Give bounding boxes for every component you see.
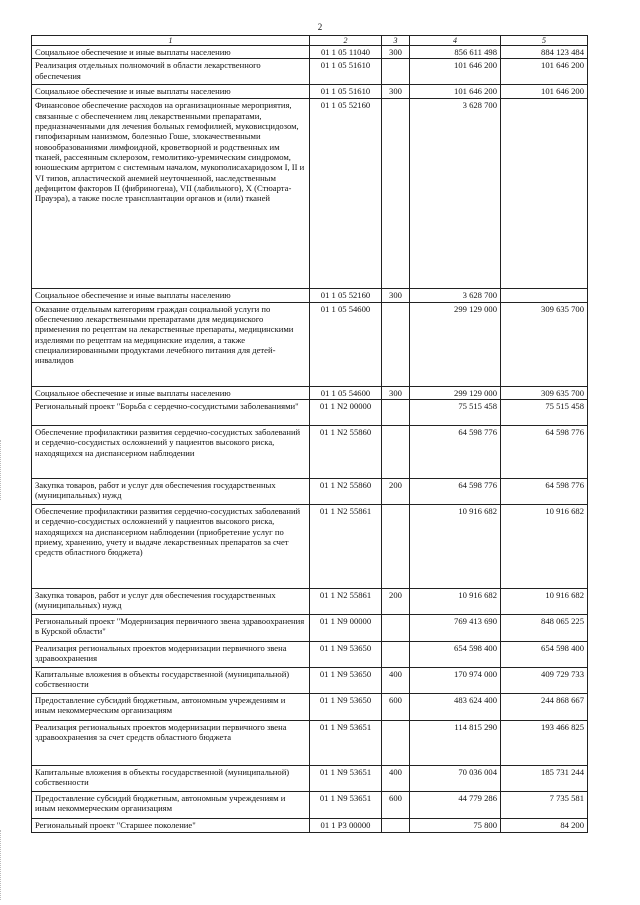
table-row xyxy=(32,99,588,289)
row-sum-2 xyxy=(501,99,588,289)
row-code: 01 1 05 11040 xyxy=(310,46,382,59)
row-sum-1: 769 413 690 xyxy=(410,614,501,641)
row-sum-2: 309 635 700 xyxy=(501,386,588,399)
row-code: 01 1 05 52160 xyxy=(310,289,382,302)
row-expense-type: 400 xyxy=(382,667,410,693)
row-code: 01 1 N9 53650 xyxy=(310,667,382,693)
row-expense-type: 200 xyxy=(382,478,410,504)
row-name: Капитальные вложения в объекты государственной (муниципальной) собственности xyxy=(32,765,310,791)
row-name: Обеспечение профилактики развития сердечно-сосудистых заболеваний и сердечно-сосудистых осложнений у пациентов высокого риска, находящихся на диспансерном наблюдении xyxy=(32,425,310,478)
table-row xyxy=(32,765,588,791)
row-sum-1: 64 598 776 xyxy=(410,478,501,504)
row-code: 01 1 N2 55860 xyxy=(310,425,382,478)
row-code: 01 1 05 51610 xyxy=(310,59,382,85)
row-name: Социальное обеспечение и иные выплаты населению xyxy=(32,85,310,99)
row-code: 01 1 N2 55861 xyxy=(310,588,382,614)
row-sum-2 xyxy=(501,289,588,302)
row-sum-1: 856 611 498 xyxy=(410,46,501,59)
table-row xyxy=(32,386,588,399)
row-sum-2: 84 200 xyxy=(501,818,588,832)
table-row xyxy=(32,478,588,504)
row-sum-1: 44 779 286 xyxy=(410,791,501,818)
row-sum-2: 10 916 682 xyxy=(501,504,588,588)
table-row xyxy=(32,302,588,386)
row-code: 01 1 N9 53651 xyxy=(310,720,382,765)
row-sum-2: 409 729 733 xyxy=(501,667,588,693)
table-row xyxy=(32,818,588,832)
row-code: 01 1 N9 53650 xyxy=(310,641,382,667)
row-sum-1: 3 628 700 xyxy=(410,99,501,289)
row-name: Социальное обеспечение и иные выплаты населению xyxy=(32,289,310,302)
row-sum-2: 244 868 667 xyxy=(501,693,588,720)
row-sum-2: 309 635 700 xyxy=(501,302,588,386)
row-sum-2: 101 646 200 xyxy=(501,85,588,99)
row-name: Предоставление субсидий бюджетным, автономным учреждениям и иным некоммерческим организациям xyxy=(32,693,310,720)
scan-edge-mark xyxy=(0,830,5,900)
row-expense-type: 200 xyxy=(382,588,410,614)
row-code: 01 1 N2 55861 xyxy=(310,504,382,588)
row-name: Капитальные вложения в объекты государственной (муниципальной) собственности xyxy=(32,667,310,693)
column-header: 3 xyxy=(382,36,410,46)
row-sum-2: 64 598 776 xyxy=(501,478,588,504)
row-expense-type: 600 xyxy=(382,693,410,720)
row-name: Реализация отдельных полномочий в области лекарственного обеспечения xyxy=(32,59,310,85)
row-code: 01 1 N9 53651 xyxy=(310,765,382,791)
row-expense-type xyxy=(382,99,410,289)
row-code: 01 1 N2 00000 xyxy=(310,399,382,425)
row-name: Региональный проект "Старшее поколение" xyxy=(32,818,310,832)
column-header: 1 xyxy=(32,36,310,46)
table-row xyxy=(32,46,588,59)
row-expense-type: 300 xyxy=(382,85,410,99)
row-sum-2: 7 735 581 xyxy=(501,791,588,818)
row-name: Социальное обеспечение и иные выплаты населению xyxy=(32,386,310,399)
row-sum-1: 114 815 290 xyxy=(410,720,501,765)
row-expense-type: 300 xyxy=(382,386,410,399)
row-sum-1: 3 628 700 xyxy=(410,289,501,302)
table-row xyxy=(32,504,588,588)
column-header: 2 xyxy=(310,36,382,46)
row-name: Реализация региональных проектов модернизации первичного звена здравоохранения за счет средств областного бюджета xyxy=(32,720,310,765)
row-code: 01 1 N2 55860 xyxy=(310,478,382,504)
row-sum-1: 64 598 776 xyxy=(410,425,501,478)
column-number-header xyxy=(32,36,588,46)
row-sum-1: 101 646 200 xyxy=(410,59,501,85)
row-sum-1: 170 974 000 xyxy=(410,667,501,693)
row-expense-type: 600 xyxy=(382,791,410,818)
table-row xyxy=(32,399,588,425)
column-header: 5 xyxy=(501,36,588,46)
row-sum-2: 185 731 244 xyxy=(501,765,588,791)
row-sum-1: 75 800 xyxy=(410,818,501,832)
row-sum-1: 299 129 000 xyxy=(410,386,501,399)
row-expense-type xyxy=(382,641,410,667)
row-sum-1: 101 646 200 xyxy=(410,85,501,99)
row-expense-type: 300 xyxy=(382,46,410,59)
row-expense-type: 300 xyxy=(382,289,410,302)
row-name: Обеспечение профилактики развития сердечно-сосудистых заболеваний и сердечно-сосудистых осложнений у пациентов высокого риска, находящихся на диспансерном наблюдении (приобретение услуг по приему, хранению, учету и выдаче лекарственных препаратов за счет средств областного бюджета) xyxy=(32,504,310,588)
table-row xyxy=(32,588,588,614)
row-name: Закупка товаров, работ и услуг для обеспечения государственных (муниципальных) нужд xyxy=(32,588,310,614)
page-number: 2 xyxy=(317,22,323,32)
row-expense-type xyxy=(382,59,410,85)
row-name: Региональный проект "Борьба с сердечно-сосудистыми заболеваниями" xyxy=(32,399,310,425)
table-row xyxy=(32,614,588,641)
row-sum-1: 75 515 458 xyxy=(410,399,501,425)
row-code: 01 1 N9 00000 xyxy=(310,614,382,641)
row-expense-type xyxy=(382,818,410,832)
scan-edge-mark xyxy=(0,440,5,500)
row-expense-type: 400 xyxy=(382,765,410,791)
row-code: 01 1 05 54600 xyxy=(310,386,382,399)
row-name: Предоставление субсидий бюджетным, автономным учреждениям и иным некоммерческим организациям xyxy=(32,791,310,818)
row-expense-type xyxy=(382,302,410,386)
row-code: 01 1 05 51610 xyxy=(310,85,382,99)
row-name: Реализация региональных проектов модернизации первичного звена здравоохранения xyxy=(32,641,310,667)
row-sum-2: 848 065 225 xyxy=(501,614,588,641)
table-row xyxy=(32,425,588,478)
row-sum-2: 75 515 458 xyxy=(501,399,588,425)
table-row xyxy=(32,59,588,85)
table-row xyxy=(32,791,588,818)
row-name: Финансовое обеспечение расходов на организационные мероприятия, связанные с обеспечением лиц лекарственными препаратами, предназначенными для лечения больных гемофилией, муковисцидозом, гипофизарным нанизмом, болезнью Гоше, злокачественными новообразованиями лимфоидной, кроветворной и родственных им тканей, рассеянным склерозом, гемолитико-уремическим синдромом, юношеским артритом с системным началом, мукополисахаридозом I, II и VI типов, апластической анемией неуточненной, наследственным дефицитом факторов II (фибриногена), VII (лабильного), X (Стюарта-Прауэра), а также после трансплантации органов и (или) тканей xyxy=(32,99,310,289)
row-sum-2: 101 646 200 xyxy=(501,59,588,85)
row-code: 01 1 P3 00000 xyxy=(310,818,382,832)
row-sum-1: 654 598 400 xyxy=(410,641,501,667)
table-row xyxy=(32,667,588,693)
row-sum-1: 10 916 682 xyxy=(410,588,501,614)
row-sum-2: 193 466 825 xyxy=(501,720,588,765)
table-row xyxy=(32,289,588,302)
row-sum-1: 299 129 000 xyxy=(410,302,501,386)
row-expense-type xyxy=(382,614,410,641)
row-sum-2: 64 598 776 xyxy=(501,425,588,478)
row-name: Социальное обеспечение и иные выплаты населению xyxy=(32,46,310,59)
row-expense-type xyxy=(382,425,410,478)
row-expense-type xyxy=(382,504,410,588)
table-row xyxy=(32,85,588,99)
table-row xyxy=(32,641,588,667)
table-row xyxy=(32,720,588,765)
row-name: Закупка товаров, работ и услуг для обеспечения государственных (муниципальных) нужд xyxy=(32,478,310,504)
row-sum-1: 70 036 004 xyxy=(410,765,501,791)
row-name: Оказание отдельным категориям граждан социальной услуги по обеспечению лекарственными препаратами для медицинского применения по рецептам на лекарственные препараты, медицинскими изделиями по рецептам на медицинские изделия, а также специализированными продуктами лечебного питания для детей-инвалидов xyxy=(32,302,310,386)
row-sum-1: 483 624 400 xyxy=(410,693,501,720)
column-header: 4 xyxy=(410,36,501,46)
budget-table xyxy=(31,35,588,833)
row-sum-1: 10 916 682 xyxy=(410,504,501,588)
row-sum-2: 10 916 682 xyxy=(501,588,588,614)
table-row xyxy=(32,693,588,720)
row-sum-2: 654 598 400 xyxy=(501,641,588,667)
row-code: 01 1 N9 53650 xyxy=(310,693,382,720)
row-code: 01 1 N9 53651 xyxy=(310,791,382,818)
row-expense-type xyxy=(382,720,410,765)
row-sum-2: 884 123 484 xyxy=(501,46,588,59)
row-code: 01 1 05 54600 xyxy=(310,302,382,386)
row-name: Региональный проект "Модернизация первичного звена здравоохранения в Курской области" xyxy=(32,614,310,641)
row-expense-type xyxy=(382,399,410,425)
row-code: 01 1 05 52160 xyxy=(310,99,382,289)
